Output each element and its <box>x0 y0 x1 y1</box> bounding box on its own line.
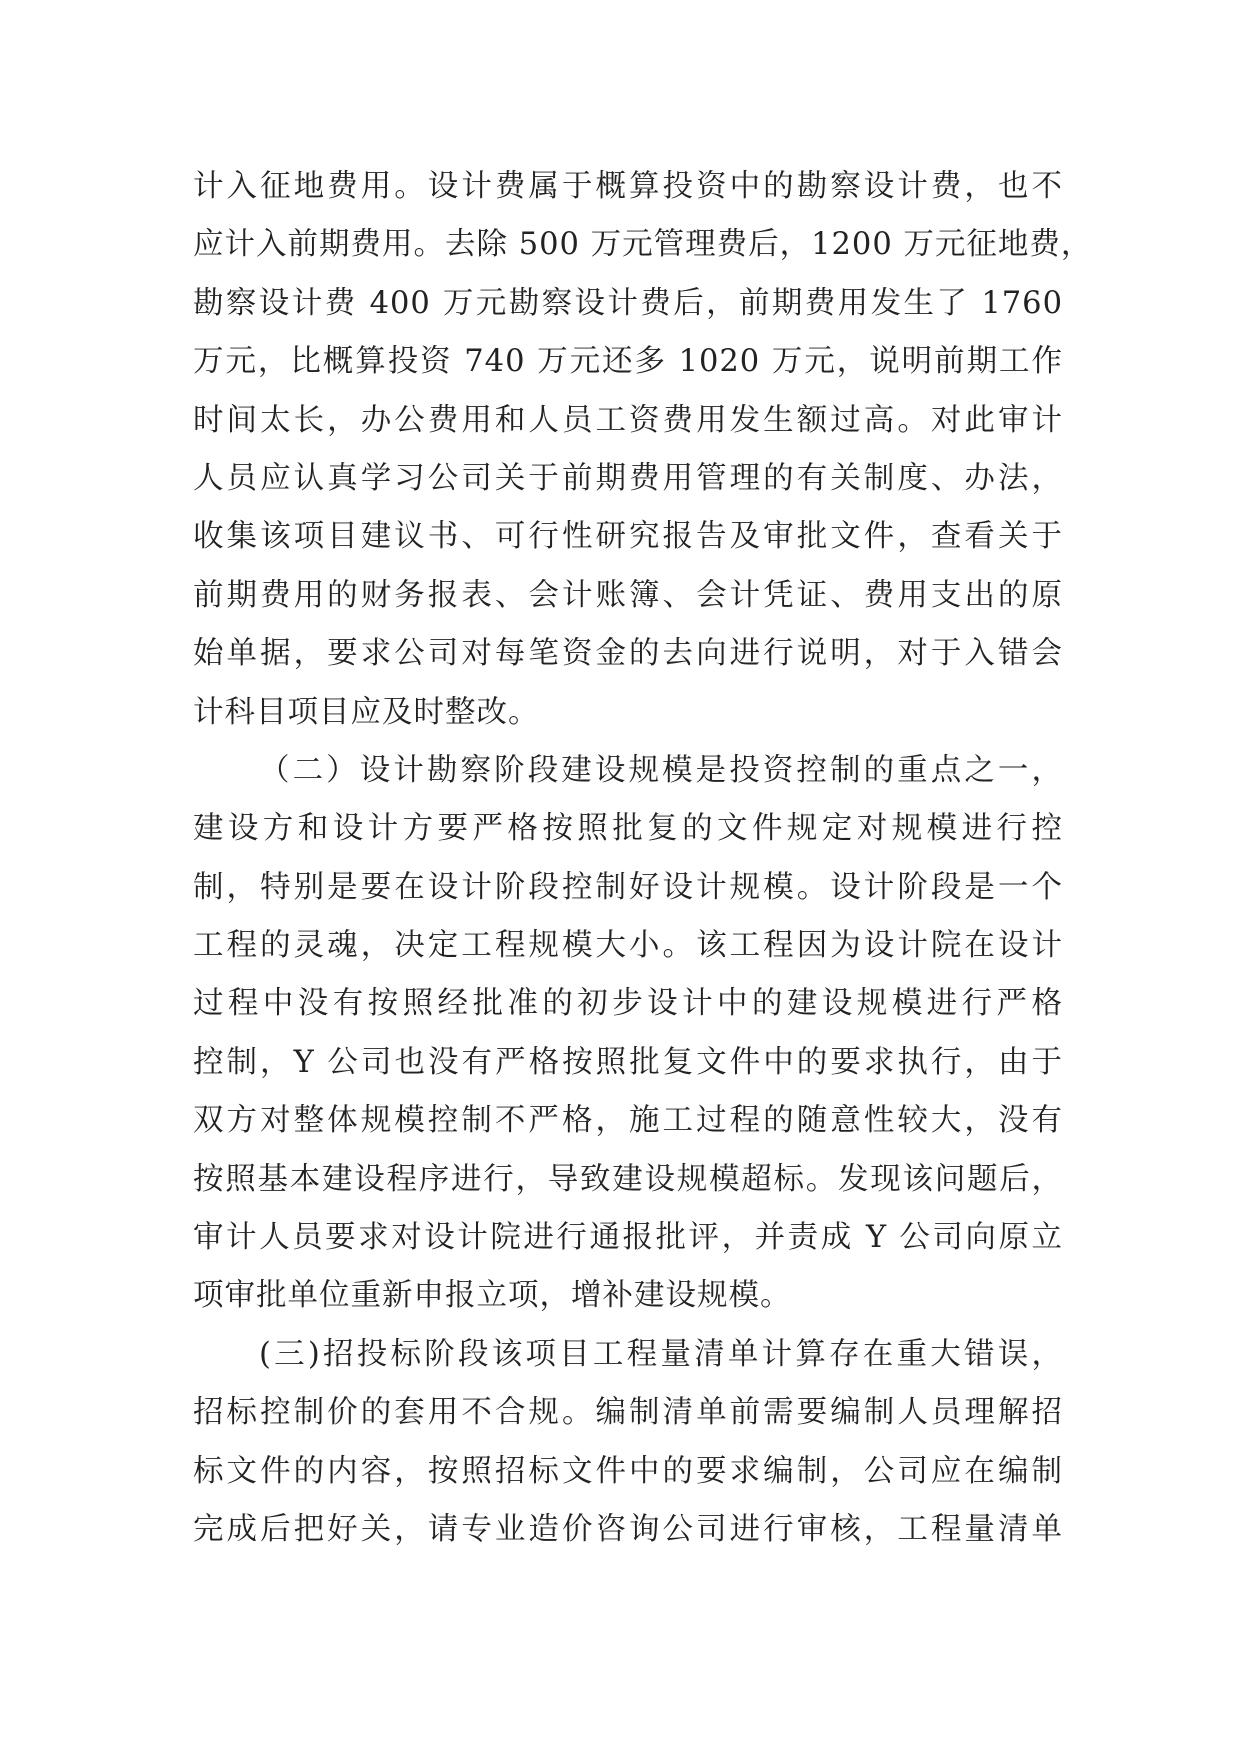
text-line: 控制，Y 公司也没有严格按照批复文件中的要求执行，由于 <box>193 1044 1063 1080</box>
text-line: 时间太长，办公费用和人员工资费用发生额过高。对此审计 <box>193 402 1063 438</box>
text-line: （二）设计勘察阶段建设规模是投资控制的重点之一， <box>259 752 1063 788</box>
text-line: 制，特别是要在设计阶段控制好设计规模。设计阶段是一个 <box>193 869 1063 905</box>
text-line: 审计人员要求对设计院进行通报批评，并责成 Y 公司向原立 <box>193 1220 1063 1256</box>
text-line: 收集该项目建议书、可行性研究报告及审批文件，查看关于 <box>193 519 1063 555</box>
text-line: 计入征地费用。设计费属于概算投资中的勘察设计费，也不 <box>193 169 1063 204</box>
text-line: 按照基本建设程序进行，导致建设规模超标。发现该问题后， <box>193 1161 1063 1197</box>
text-line: 招标控制价的套用不合规。编制清单前需要编制人员理解招 <box>193 1395 1063 1431</box>
text-line: 勘察设计费 400 万元勘察设计费后，前期费用发生了 1760 <box>193 285 1063 321</box>
text-line: 应计入前期费用。去除 500 万元管理费后，1200 万元征地费， <box>193 227 1093 263</box>
text-line: 项审批单位重新申报立项，增补建设规模。 <box>193 1278 792 1314</box>
body-text <box>193 158 1093 1559</box>
text-line: 建设方和设计方要严格按照批复的文件规定对规模进行控 <box>193 811 1063 847</box>
text-line: (三)招投标阶段该项目工程量清单计算存在重大错误， <box>259 1336 1063 1372</box>
text-line: 前期费用的财务报表、会计账簿、会计凭证、费用支出的原 <box>193 577 1063 613</box>
text-line: 工程的灵魂，决定工程规模大小。该工程因为设计院在设计 <box>193 928 1063 964</box>
text-line: 人员应认真学习公司关于前期费用管理的有关制度、办法， <box>193 460 1063 496</box>
text-line: 万元，比概算投资 740 万元还多 1020 万元，说明前期工作 <box>193 344 1063 380</box>
text-line: 过程中没有按照经批准的初步设计中的建设规模进行严格 <box>193 986 1063 1022</box>
text-line: 始单据，要求公司对每笔资金的去向进行说明，对于入错会 <box>193 636 1063 672</box>
text-line: 双方对整体规模控制不严格，施工过程的随意性较大，没有 <box>193 1103 1063 1139</box>
text-line: 完成后把好关，请专业造价咨询公司进行审核，工程量清单 <box>193 1511 1063 1547</box>
text-line: 计科目项目应及时整改。 <box>193 694 540 730</box>
text-line: 标文件的内容，按照招标文件中的要求编制，公司应在编制 <box>193 1453 1063 1489</box>
